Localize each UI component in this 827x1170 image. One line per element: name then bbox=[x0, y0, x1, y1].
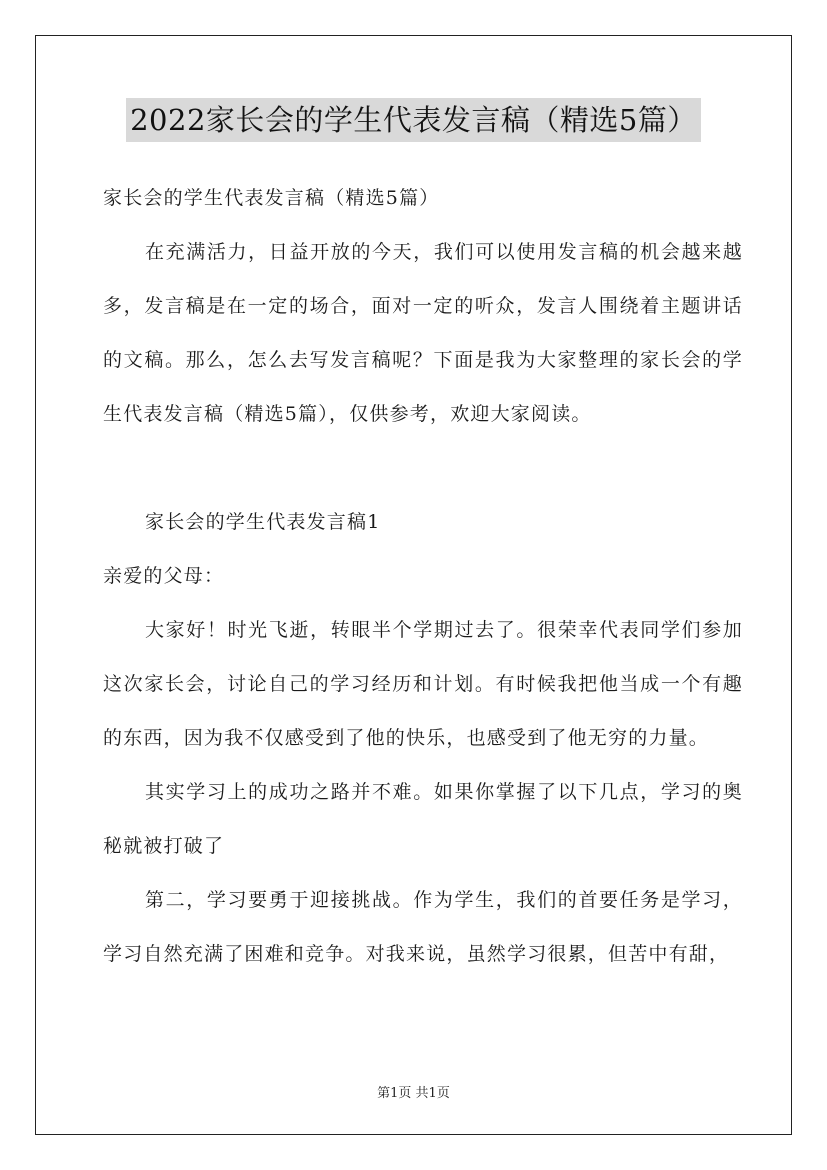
intro-paragraph: 在充满活力，日益开放的今天，我们可以使用发言稿的机会越来越多，发言稿是在一定的场合，面对一定的听众，发言人围绕着主题讲话的文稿。那么，怎么去写发言稿呢？下面是我为大家整理的家长会的学生代表发言稿（精选5篇），仅供参考，欢迎大家阅读。 bbox=[103, 241, 743, 425]
page-footer: 第1页 共1页 bbox=[377, 1086, 450, 1101]
body-paragraph-1: 大家好！时光飞逝，转眼半个学期过去了。很荣幸代表同学们参加这次家长会，讨论自己的学习经历和计划。有时候我把他当成一个有趣的东西，因为我不仅感受到了他的快乐，也感受到了他无穷的力量。 bbox=[103, 619, 743, 749]
title-container bbox=[0, 98, 827, 142]
body-paragraph-2: 其实学习上的成功之路并不难。如果你掌握了以下几点，学习的奥秘就被打破了 bbox=[103, 781, 743, 857]
subtitle-paragraph: 家长会的学生代表发言稿（精选5篇） bbox=[103, 187, 440, 209]
section-heading: 家长会的学生代表发言稿1 bbox=[145, 511, 381, 533]
body-paragraph-3: 第二，学习要勇于迎接挑战。作为学生，我们的首要任务是学习，学习自然充满了困难和竞争。对我来说，虽然学习很累，但苦中有甜， bbox=[103, 889, 743, 965]
salutation: 亲爱的父母： bbox=[103, 565, 225, 587]
blank-line bbox=[103, 441, 743, 495]
document-title: 2022家长会的学生代表发言稿（精选5篇） bbox=[126, 98, 701, 142]
document-body bbox=[103, 171, 743, 981]
